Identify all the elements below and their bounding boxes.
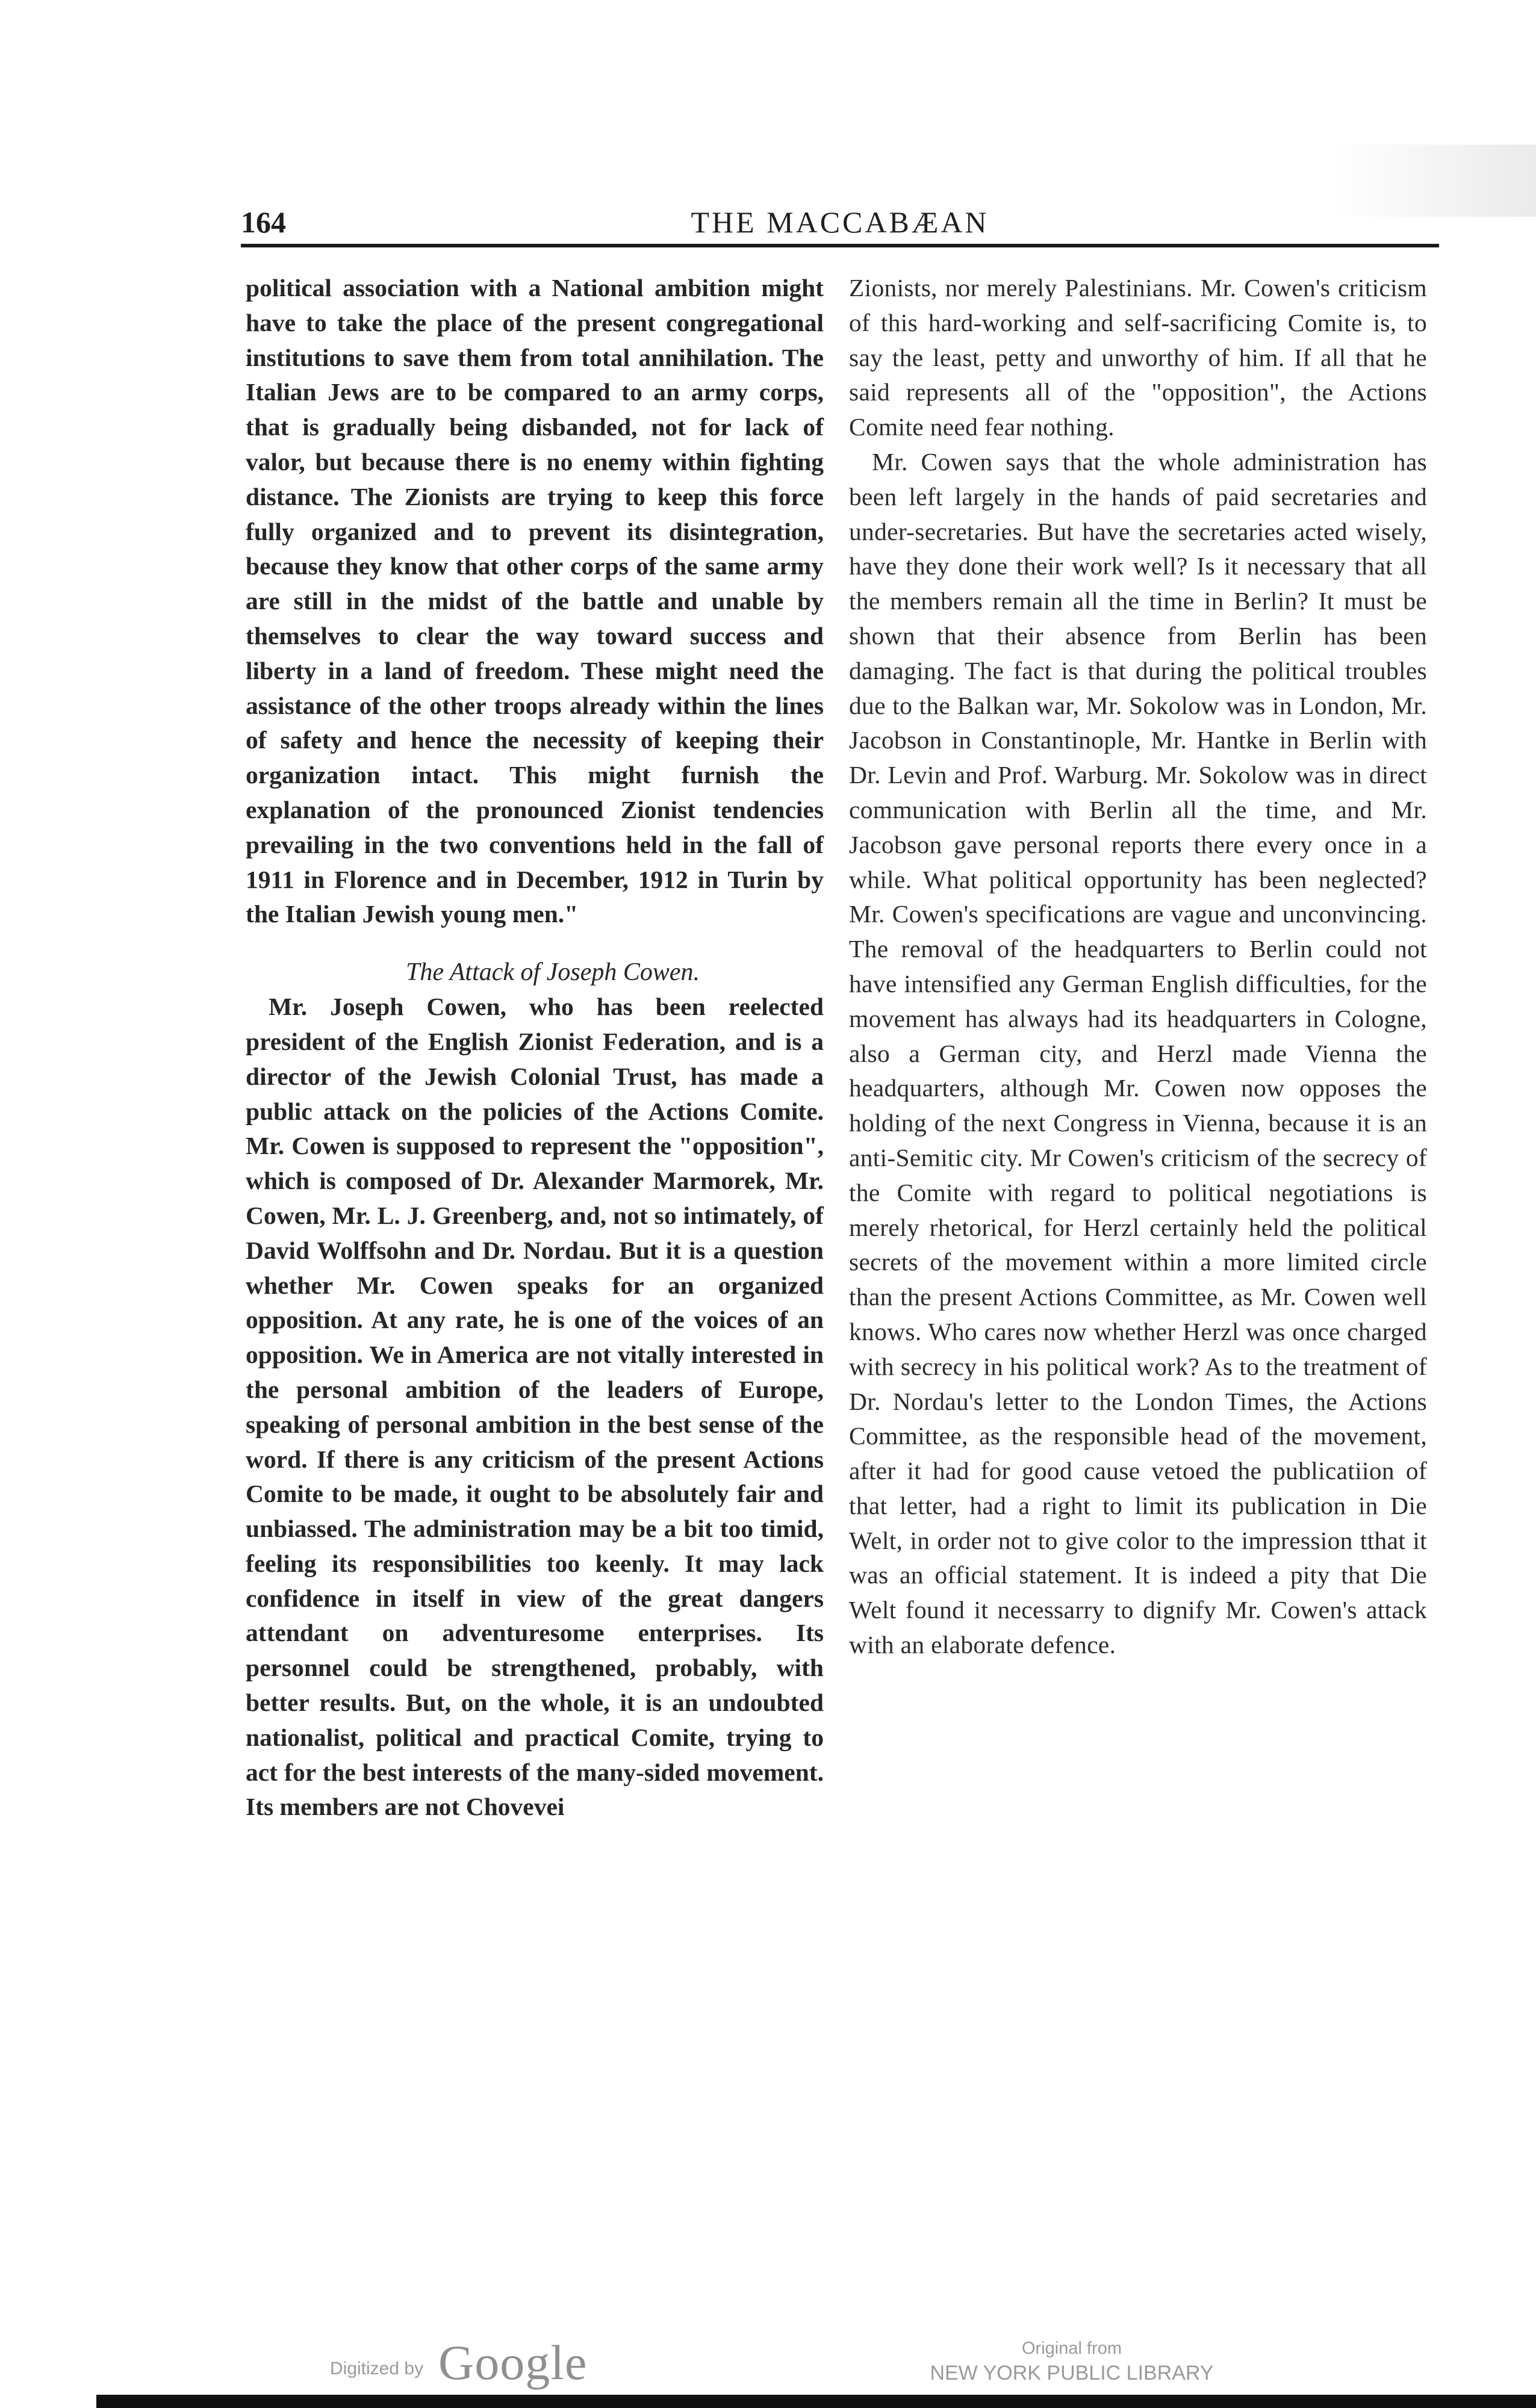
header-rule <box>241 244 1439 247</box>
library-attribution <box>927 2337 1216 2386</box>
left-paragraph-2: Mr. Joseph Cowen, who has been reelected president of the English Zionist Federation, and is a director of the Jewish Colonial Trust, has made a public attack on the policies of the Actions Comite. Mr. Cowen is supposed to represent the "opposition", which is composed of Dr. Alexander Marmorek, Mr. Cowen, Mr. L. J. Greenberg, and, not so intimately, of David Wolffsohn and Dr. Nordau. But it is a question whether Mr. Cowen speaks for an organized opposition. At any rate, he is one of the voices of an opposition. We in America are not vitally interested in the personal ambition of the leaders of Europe, speaking of personal ambition in the best sense of the word. If there is any criticism of the present Actions Comite to be made, it ought to be absolutely fair and unbiassed. The administration may be a bit too timid, feeling its responsibilities too keenly. It may lack confidence in itself in view of the great dangers attendant on adventuresome enterprises. Its personnel could be strengthened, probably, with better results. But, on the whole, it is an undoubted nationalist, political and practical Comite, trying to act for the best interests of the many-sided movement. Its members are not Chovevei <box>246 993 824 1821</box>
right-paragraph-1: Zionists, nor merely Palestinians. Mr. Cowen's criticism of this hard-working and self-sacrificing Comite is, to say the least, petty and unworthy of him. If all that he said represents all of the "opposition", the Actions Comite need fear nothing. <box>849 274 1427 441</box>
google-logo: Google <box>438 2335 588 2390</box>
original-from-label: Original from <box>1022 2339 1122 2358</box>
left-column <box>246 271 824 1825</box>
right-column <box>849 271 1427 1663</box>
running-title: THE MACCABÆAN <box>691 205 989 239</box>
left-paragraph-1: political association with a National ambition might have to take the place of the present congregational institutions to save them from total annihilation. The Italian Jews are to be compared to an army corps, that is gradually being disbanded, not for lack of valor, but because there is no enemy within fighting distance. The Zionists are trying to keep this force fully organized and to prevent its disintegration, because they know that other corps of the same army are still in the midst of the battle and unable by themselves to clear the way toward success and liberty in a land of freedom. These might need the assistance of the other troops already within the lines of safety and hence the necessity of keeping their organization intact. This might furnish the explanation of the pronounced Zionist tendencies prevailing in the two conventions held in the fall of 1911 in Florence and in December, 1912 in Turin by the Italian Jewish young men." <box>246 274 824 928</box>
scan-edge <box>96 2395 1536 2408</box>
library-name: NEW YORK PUBLIC LIBRARY <box>930 2362 1214 2385</box>
page-number: 164 <box>241 205 286 239</box>
digitized-by-label: Digitized by <box>330 2359 424 2379</box>
right-paragraph-2: Mr. Cowen says that the whole administration has been left largely in the hands of paid secretaries and under-secretaries. But have the secretaries acted wisely, have they done their work well? Is it necessary that all the members remain all the time in Berlin? It must be shown that their absence from Berlin has been damaging. The fact is that during the political troubles due to the Balkan war, Mr. Sokolow was in London, Mr. Jacobson in Constantinople, Mr. Hantke in Berlin with Dr. Levin and Prof. Warburg. Mr. Sokolow was in direct communication with Berlin all the time, and Mr. Jacobson gave personal reports there every once in a while. What political opportunity has been neglected? Mr. Cowen's specifications are vague and unconvincing. The removal of the headquarters to Berlin could not have intensified any German English difficulties, for the movement has always had its headquarters in Cologne, also a German city, and Herzl made Vienna the headquarters, although Mr. Cowen now opposes the holding of the next Congress in Vienna, because it is an anti-Semitic city. Mr Cowen's criticism of the secrecy of the Comite with regard to political negotiations is merely rhetorical, for Herzl certainly held the political secrets of the movement within a more limited circle than the present Actions Committee, as Mr. Cowen well knows. Who cares now whether Herzl was once charged with secrecy in his political work? As to the treatment of Dr. Nordau's letter to the London Times, the Actions Committee, as the responsible head of the movement, after it had for good cause vetoed the publicatiion of that letter, had a right to limit its publication in Die Welt, in order not to give color to the impression tthat it was an official statement. It is indeed a pity that Die Welt found it necessarry to dignify Mr. Cowen's attack with an elaborate defence. <box>849 447 1427 1659</box>
section-heading: The Attack of Joseph Cowen. <box>406 958 700 987</box>
page-header <box>241 199 1439 246</box>
